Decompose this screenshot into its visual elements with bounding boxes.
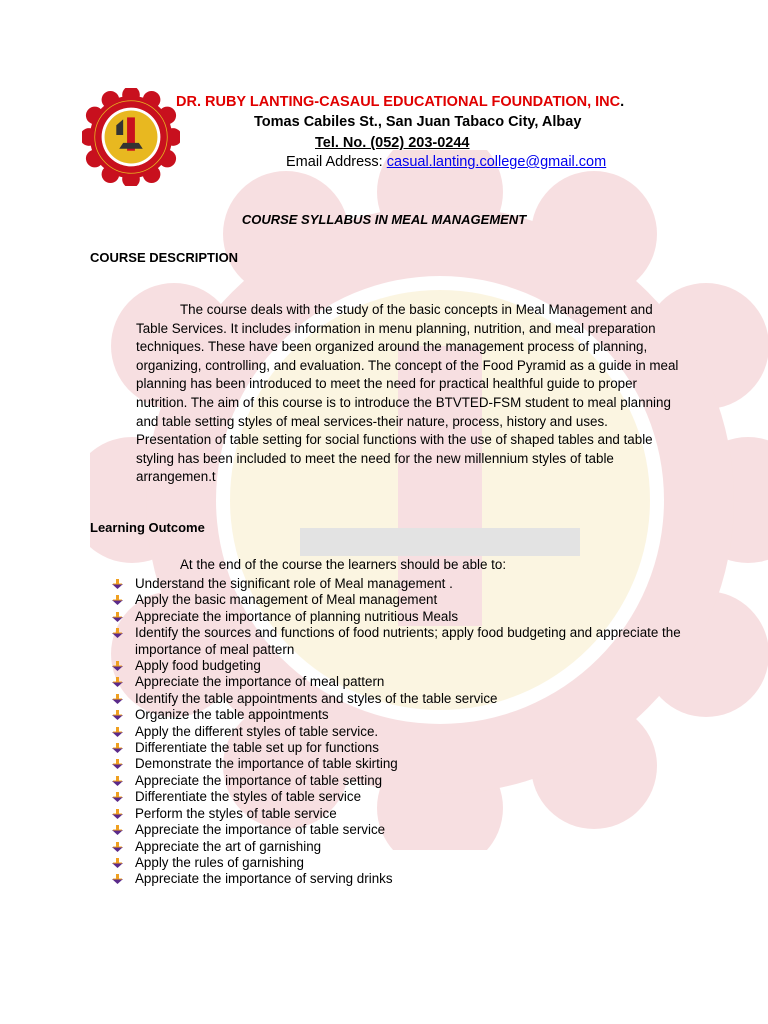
learning-outcome-item [112, 806, 692, 822]
email-link[interactable]: casual.lanting.college@gmail.com [386, 154, 607, 170]
learning-outcome-item [112, 625, 692, 658]
arrow-down-bullet-icon [112, 874, 124, 885]
arrow-down-bullet-icon [112, 776, 124, 787]
learning-outcome-text: Apply the basic management of Meal management [135, 592, 438, 608]
learning-outcome-intro: At the end of the course the learners should be able to: [180, 557, 507, 572]
document-title: COURSE SYLLABUS IN MEAL MANAGEMENT [241, 212, 527, 227]
learning-outcome-item [112, 855, 692, 871]
learning-outcome-text: Differentiate the table set up for functions [135, 740, 379, 756]
learning-outcome-list [112, 576, 692, 888]
course-description-heading: COURSE DESCRIPTION [90, 250, 239, 265]
learning-outcome-item [112, 773, 692, 789]
learning-outcome-heading: Learning Outcome [90, 520, 205, 535]
learning-outcome-text: Differentiate the styles of table service [135, 789, 362, 805]
learning-outcome-text: Identify the table appointments and styles of the table service [135, 690, 498, 706]
learning-outcome-item [112, 839, 692, 855]
learning-outcome-text: Perform the styles of table service [135, 805, 337, 821]
learning-outcome-item [112, 609, 692, 625]
learning-outcome-text: Apply the rules of garnishing [135, 854, 304, 870]
arrow-down-bullet-icon [112, 710, 124, 721]
arrow-down-bullet-icon [112, 792, 124, 803]
learning-outcome-item [112, 822, 692, 838]
learning-outcome-text: Appreciate the importance of table setting [135, 772, 383, 788]
learning-outcome-text: Appreciate the importance of planning nutritious Meals [135, 608, 459, 624]
arrow-down-bullet-icon [112, 727, 124, 738]
arrow-down-bullet-icon [112, 628, 124, 639]
course-description-body: The course deals with the study of the basic concepts in Meal Management and Table Services. It includes information in menu planning, nutrition, and meal preparation techniques. These have been organized around the management process of planning, organizing, controlling, and evaluation. The concept of the Food Pyramid as a guide in meal planning has been introduced to meet the need for practical healthful guide to proper nutrition. The aim of this course is to introduce the BTVTED-FSM student to meal planning and table setting styles of meal services-their nature, process, history and uses. Presentation of table setting for social functions with the use of shaped tables and table styling has been included to meet the need for the new millennium styles of table arrangemen.t [136, 302, 679, 485]
arrow-down-bullet-icon [112, 612, 124, 623]
learning-outcome-item [112, 658, 692, 674]
arrow-down-bullet-icon [112, 595, 124, 606]
learning-outcome-item [112, 691, 692, 707]
learning-outcome-item [112, 740, 692, 756]
learning-outcome-item [112, 756, 692, 772]
telephone-number: Tel. No. (052) 203-0244 [315, 135, 470, 151]
learning-outcome-text: Appreciate the importance of meal pattern [135, 674, 385, 690]
learning-outcome-item [112, 707, 692, 723]
learning-outcome-text: Demonstrate the importance of table skirting [135, 756, 398, 772]
arrow-down-bullet-icon [112, 858, 124, 869]
learning-outcome-text: Apply the different styles of table service. [135, 723, 379, 739]
learning-outcome-text: Appreciate the importance of table service [135, 822, 386, 838]
learning-outcome-item [112, 674, 692, 690]
learning-outcome-item [112, 871, 692, 887]
arrow-down-bullet-icon [112, 677, 124, 688]
learning-outcome-text: Understand the significant role of Meal management . [135, 576, 453, 591]
learning-outcome-item [112, 724, 692, 740]
learning-outcome-text: Appreciate the art of garnishing [135, 838, 322, 854]
organization-address: Tomas Cabiles St., San Juan Tabaco City, Albay [254, 114, 582, 130]
learning-outcome-item [112, 592, 692, 608]
arrow-down-bullet-icon [112, 743, 124, 754]
learning-outcome-text: Apply food budgeting [135, 658, 261, 674]
arrow-down-bullet-icon [112, 694, 124, 705]
arrow-down-bullet-icon [112, 809, 124, 820]
arrow-down-bullet-icon [112, 579, 124, 590]
arrow-down-bullet-icon [112, 842, 124, 853]
learning-outcome-text: Organize the table appointments [135, 707, 329, 723]
learning-outcome-item [112, 789, 692, 805]
organization-name: DR. RUBY LANTING-CASAUL EDUCATIONAL FOUNDATION, INC. [176, 94, 625, 110]
arrow-down-bullet-icon [112, 661, 124, 672]
learning-outcome-text: Identify the sources and functions of food nutrients; apply food budgeting and appreciate the importance of meal pattern [135, 625, 681, 657]
college-seal [82, 88, 180, 186]
email-label: Email Address: [286, 154, 387, 170]
arrow-down-bullet-icon [112, 825, 124, 836]
arrow-down-bullet-icon [112, 759, 124, 770]
learning-outcome-text: Appreciate the importance of serving drinks [135, 871, 393, 887]
email-line [286, 154, 606, 170]
learning-outcome-item [112, 576, 692, 592]
